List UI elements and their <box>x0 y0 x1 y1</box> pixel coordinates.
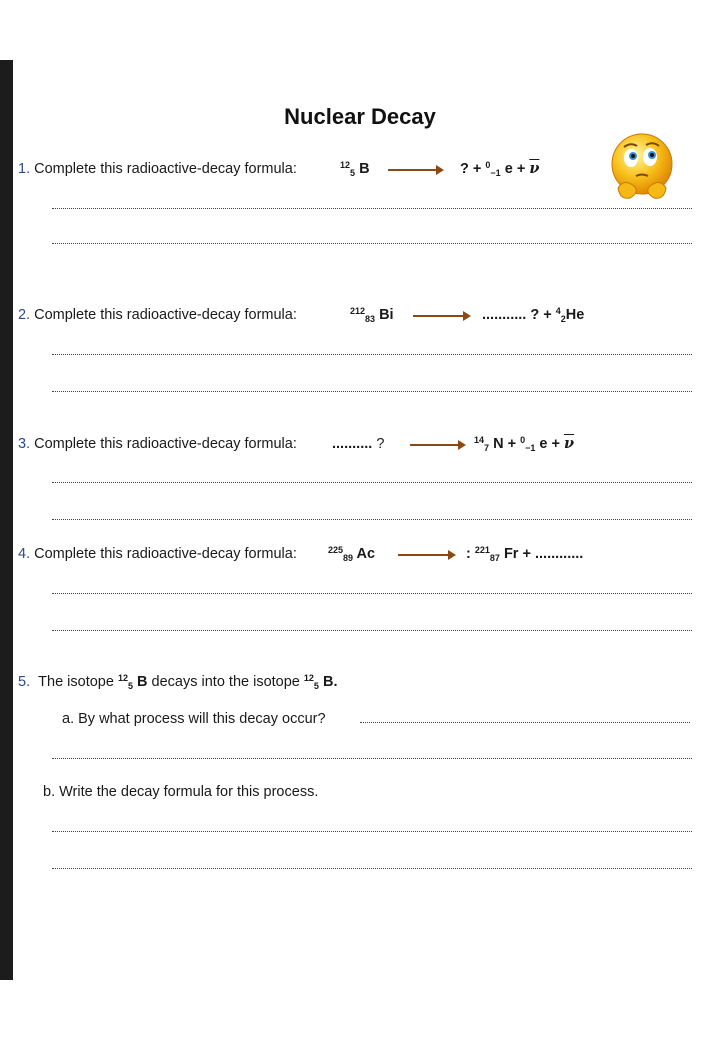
element-symbol: Bi <box>379 307 394 323</box>
top-margin <box>0 0 720 60</box>
answer-line[interactable] <box>52 519 692 520</box>
antineutrino-symbol: ν <box>529 160 540 177</box>
reaction-arrow <box>410 444 464 446</box>
element-symbol: B <box>359 161 370 177</box>
q4-products <box>466 544 583 564</box>
reaction-arrow <box>388 169 442 171</box>
question-2 <box>18 305 297 325</box>
mass-number: 4 <box>555 306 561 316</box>
question-5b: b. Write the decay formula for this process. <box>43 784 319 800</box>
plus-sign: + <box>516 161 526 177</box>
antineutrino-symbol: ν <box>564 435 575 452</box>
reaction-arrow <box>398 554 454 556</box>
mass-number: 221 <box>474 545 490 555</box>
q1-products <box>460 159 539 179</box>
electron-symbol: e <box>504 161 513 177</box>
mass-number: 0 <box>520 435 526 445</box>
answer-line[interactable] <box>52 868 692 869</box>
answer-line[interactable] <box>52 831 692 832</box>
q3-reactant <box>332 434 384 454</box>
reaction-arrow <box>413 315 469 317</box>
plus-sign: + <box>507 436 517 452</box>
question-3 <box>18 434 297 454</box>
question-5a: a. By what process will this decay occur? <box>62 711 326 727</box>
answer-blank[interactable]: ........... <box>482 307 527 323</box>
mass-number: 225 <box>328 545 344 555</box>
plus-sign: + <box>543 307 552 323</box>
question-number: 2. <box>18 307 31 323</box>
question-prompt: Complete this radioactive-decay formula: <box>34 161 297 177</box>
question-5 <box>18 672 337 692</box>
question-number: 4. <box>18 546 31 562</box>
q4-reactant <box>328 544 375 564</box>
answer-line[interactable] <box>52 354 692 355</box>
mass-number: 12 <box>303 673 314 683</box>
question-4 <box>18 544 297 564</box>
unknown-product: ? <box>530 307 540 323</box>
element-symbol: Fr <box>503 546 519 562</box>
atomic-number: 5 <box>313 681 319 691</box>
mass-number: 14 <box>474 435 485 445</box>
unknown-product: ? <box>460 161 469 177</box>
answer-line[interactable] <box>360 722 690 723</box>
question-prompt: Complete this radioactive-decay formula: <box>34 546 297 562</box>
answer-line[interactable] <box>52 391 692 392</box>
q2-products <box>482 305 584 325</box>
page-title: Nuclear Decay <box>284 104 436 129</box>
question-prompt: Complete this radioactive-decay formula: <box>34 307 297 323</box>
q1-reactant <box>340 159 370 179</box>
atomic-number: 83 <box>365 314 376 324</box>
plus-sign: + <box>472 161 482 177</box>
electron-symbol: e <box>539 436 548 452</box>
left-binding-bar <box>0 60 13 980</box>
unknown-reactant: ? <box>376 436 385 452</box>
q3-products <box>474 434 574 454</box>
atomic-number: −1 <box>525 443 536 453</box>
bottom-margin <box>0 980 720 1040</box>
mass-number: 12 <box>340 160 351 170</box>
colon: : <box>466 546 471 562</box>
mass-number: 0 <box>485 160 491 170</box>
answer-line[interactable] <box>52 630 692 631</box>
answer-line[interactable] <box>52 482 692 483</box>
question-1 <box>18 159 297 179</box>
element-symbol: B. <box>322 674 338 690</box>
element-symbol: He <box>565 307 585 323</box>
element-symbol: B <box>137 674 148 690</box>
question-number: 1. <box>18 161 31 177</box>
answer-line[interactable] <box>52 243 692 244</box>
atomic-number: 89 <box>343 553 354 563</box>
plus-sign: + <box>551 436 560 452</box>
atomic-number: 5 <box>350 168 356 178</box>
question-number: 5. <box>18 674 31 690</box>
mass-number: 12 <box>117 673 128 683</box>
atomic-number: 7 <box>484 443 490 453</box>
question-prompt: Complete this radioactive-decay formula: <box>34 436 297 452</box>
plus-sign: + <box>522 546 531 562</box>
atomic-number: 2 <box>560 314 566 324</box>
element-symbol: N <box>493 436 504 452</box>
answer-line[interactable] <box>52 758 692 759</box>
element-symbol: Ac <box>356 546 376 562</box>
mass-number: 212 <box>350 306 366 316</box>
answer-blank[interactable]: ............ <box>534 546 584 562</box>
thinking-smiley-icon <box>604 130 680 206</box>
question-text: The isotope <box>38 674 114 690</box>
atomic-number: −1 <box>490 168 501 178</box>
answer-blank[interactable]: .......... <box>332 436 373 452</box>
atomic-number: 5 <box>127 681 133 691</box>
answer-line[interactable] <box>52 208 692 209</box>
question-text: decays into the isotope <box>151 674 300 690</box>
question-number: 3. <box>18 436 31 452</box>
q2-reactant <box>350 305 394 325</box>
answer-line[interactable] <box>52 593 692 594</box>
atomic-number: 87 <box>489 553 500 563</box>
